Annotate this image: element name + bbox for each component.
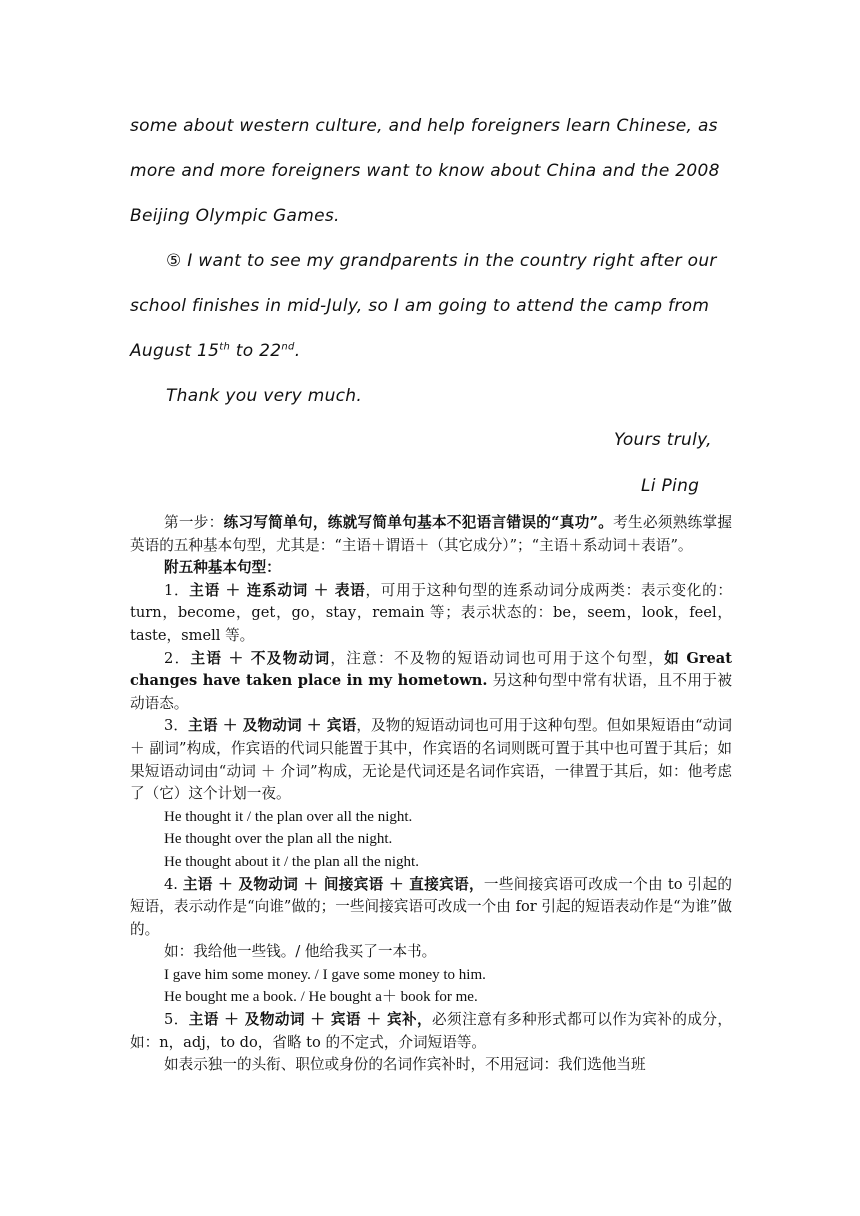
example-sentence: He thought about it / the plan all the night. <box>164 853 419 870</box>
pattern-3 <box>130 715 732 805</box>
letter-text: I want to see my grandparents in the country right after our <box>181 251 717 271</box>
letter-line: Beijing Olympic Games. <box>130 206 340 226</box>
pattern-text: 一些间接宾语可改成一个由 to 引起的短语，表示动作是“向谁”做的；一些间接宾语可改成一个由 for 引起的短语表动作是“为谁”做的。 <box>130 875 732 938</box>
pattern-text: 另这种句型中常有状语，且不用于被动语态。 <box>130 672 733 712</box>
pattern-number: 1． <box>164 581 190 599</box>
letter-body <box>130 104 734 419</box>
pattern-2 <box>130 648 732 716</box>
letter-line <box>130 329 734 374</box>
date-text: August 15 <box>130 341 220 361</box>
pattern-text: ，及物的短语动词也可用于这种句型。但如果短语由“动词 ＋ 副词”构成，作宾语的代词只能置于其中，作宾语的名词则既可置于其中也可置于其后；如果短语动词由“动词 ＋ 介词”构成，无论是代词还是名词作宾语，一律置于其后，如：他考虑了（它）这个计划一夜。 <box>130 717 732 803</box>
date-text: to 22 <box>230 341 282 361</box>
trailing-paragraph: 如表示独一的头衔、职位或身份的名词作宾补时，不用冠词：我们选他当班 <box>164 1056 646 1074</box>
pattern-formula: 主语 ＋ 连系动词 ＋ 表语 <box>189 581 366 599</box>
pattern-1 <box>130 580 732 648</box>
example-chinese: 如：我给他一些钱。/ 他给我买了一本书。 <box>164 943 437 961</box>
pattern-number: 5． <box>164 1011 189 1029</box>
pattern-number: 2． <box>164 649 191 667</box>
step-text: 考生必须熟练掌握英语的五种基本句型，尤其是：“主语＋谓语＋（其它成分）”；“主语＋系动词＋表语”。 <box>130 514 732 554</box>
pattern-formula: 主语 ＋ 及物动词 ＋ 间接宾语 ＋ 直接宾语， <box>182 875 484 893</box>
example-sentence: He bought me a book. / He bought a＋ book for me. <box>164 989 478 1006</box>
pattern-formula: 主语 ＋ 及物动词 ＋ 宾语 ＋ 宾补， <box>188 1011 433 1029</box>
example-sentence: He thought it / the plan over all the night. <box>164 808 413 825</box>
example-sentence: He thought over the plan all the night. <box>164 831 393 848</box>
letter-paragraph-5 <box>130 239 734 284</box>
pattern-text: ，可用于这种句型的连系动词分成两类：表示变化的：turn，become，get，go，stay，remain 等；表示状态的：be，seem，look，feel，taste，smell 等。 <box>130 581 732 644</box>
pattern-formula: 主语 ＋ 及物动词 ＋ 宾语 <box>188 717 357 735</box>
letter-thanks: Thank you very much. <box>166 386 363 406</box>
pattern-example: 如 Great changes have taken place in my hometown. <box>130 649 732 690</box>
letter-line: some about western culture, and help foreigners learn Chinese, as <box>130 116 718 136</box>
ordinal-suffix: nd <box>281 341 295 353</box>
example-sentence: I gave him some money. / I gave some money to him. <box>164 966 486 983</box>
ordinal-suffix: th <box>219 341 231 353</box>
letter-line: more and more foreigners want to know about China and the 2008 <box>130 161 720 181</box>
pattern-number: 3． <box>164 717 189 735</box>
pattern-text: ，注意：不及物的短语动词也可用于这个句型， <box>330 649 665 667</box>
pattern-5 <box>130 1009 732 1054</box>
pattern-formula: 主语 ＋ 不及物动词 <box>190 649 331 667</box>
grammar-notes <box>130 512 732 1077</box>
step-1-paragraph <box>130 512 732 557</box>
pattern-4 <box>130 874 732 942</box>
step-title: 练习写简单句，练就写简单句基本不犯语言错误的“真功”。 <box>223 514 614 531</box>
heading-text: 附五种基本句型： <box>164 559 281 577</box>
letter-signature: Li Ping <box>641 476 700 496</box>
step-label: 第一步： <box>164 514 224 531</box>
pattern-text: 必须注意有多种形式都可以作为宾补的成分，如：n，adj，to do，省略 to 的不定式，介词短语等。 <box>130 1011 732 1051</box>
circled-number-5: ⑤ <box>166 251 182 271</box>
letter-line: school finishes in mid-July, so I am going to attend the camp from <box>130 296 710 316</box>
section-heading <box>130 557 732 580</box>
letter-closing: Yours truly, <box>614 430 712 450</box>
pattern-number: 4. <box>164 875 183 893</box>
period: . <box>294 341 301 361</box>
